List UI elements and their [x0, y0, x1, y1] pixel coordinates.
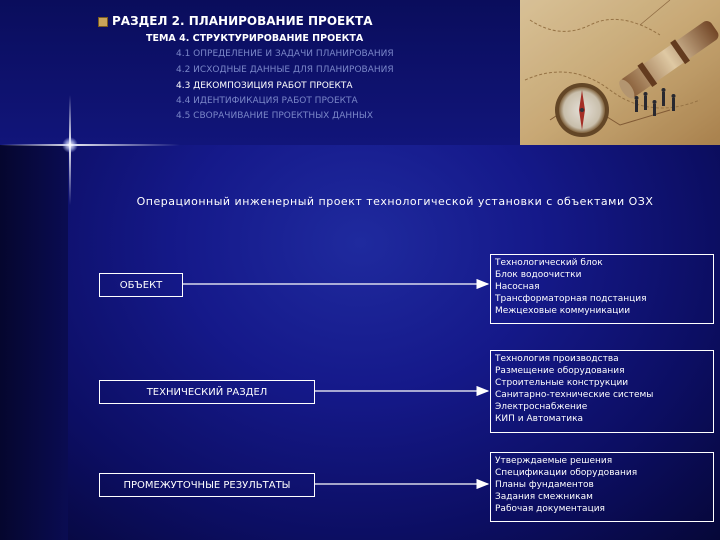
list-item: Межцеховые коммуникации: [495, 306, 631, 316]
list-item: Санитарно-технические системы: [495, 390, 654, 400]
list-item: Трансформаторная подстанция: [495, 294, 647, 304]
list-item: Размещение оборудования: [495, 366, 625, 376]
technical-section-box: ТЕХНИЧЕСКИЙ РАЗДЕЛ: [99, 380, 315, 404]
list-item: КИП и Автоматика: [495, 414, 584, 424]
list-item: Технология производства: [495, 354, 619, 364]
subtopic-4-1: 4.1 ОПРЕДЕЛЕНИЕ И ЗАДАЧИ ПЛАНИРОВАНИЯ: [176, 49, 394, 59]
topic-title: ТЕМА 4. СТРУКТУРИРОВАНИЕ ПРОЕКТА: [146, 33, 364, 44]
object-box: ОБЪЕКТ: [99, 273, 183, 297]
list-item: Планы фундаментов: [495, 480, 594, 490]
list-item: Спецификации оборудования: [495, 468, 638, 478]
list-item: Блок водоочистки: [495, 270, 582, 280]
subtopic-4-2: 4.2 ИСХОДНЫЕ ДАННЫЕ ДЛЯ ПЛАНИРОВАНИЯ: [176, 65, 394, 75]
list-item: Утверждаемые решения: [495, 456, 613, 466]
list-item: Рабочая документация: [495, 504, 605, 514]
interim-results-box: ПРОМЕЖУТОЧНЫЕ РЕЗУЛЬТАТЫ: [99, 473, 315, 497]
subtopic-4-3: 4.3 ДЕКОМПОЗИЦИЯ РАБОТ ПРОЕКТА: [176, 81, 353, 91]
list-item: Электроснабжение: [495, 402, 588, 412]
list-item: Технологический блок: [495, 258, 603, 268]
subtopic-4-4: 4.4 ИДЕНТИФИКАЦИЯ РАБОТ ПРОЕКТА: [176, 96, 358, 106]
list-item: Задания смежникам: [495, 492, 593, 502]
list-item: Насосная: [495, 282, 540, 292]
section-title: РАЗДЕЛ 2. ПЛАНИРОВАНИЕ ПРОЕКТА: [112, 14, 373, 28]
subtopic-4-5: 4.5 СВОРАЧИВАНИЕ ПРОЕКТНЫХ ДАННЫХ: [176, 111, 373, 121]
list-item: Строительные конструкции: [495, 378, 629, 388]
diagram-title: Операционный инженерный проект технологической установки с объектами ОЗХ: [136, 195, 654, 208]
